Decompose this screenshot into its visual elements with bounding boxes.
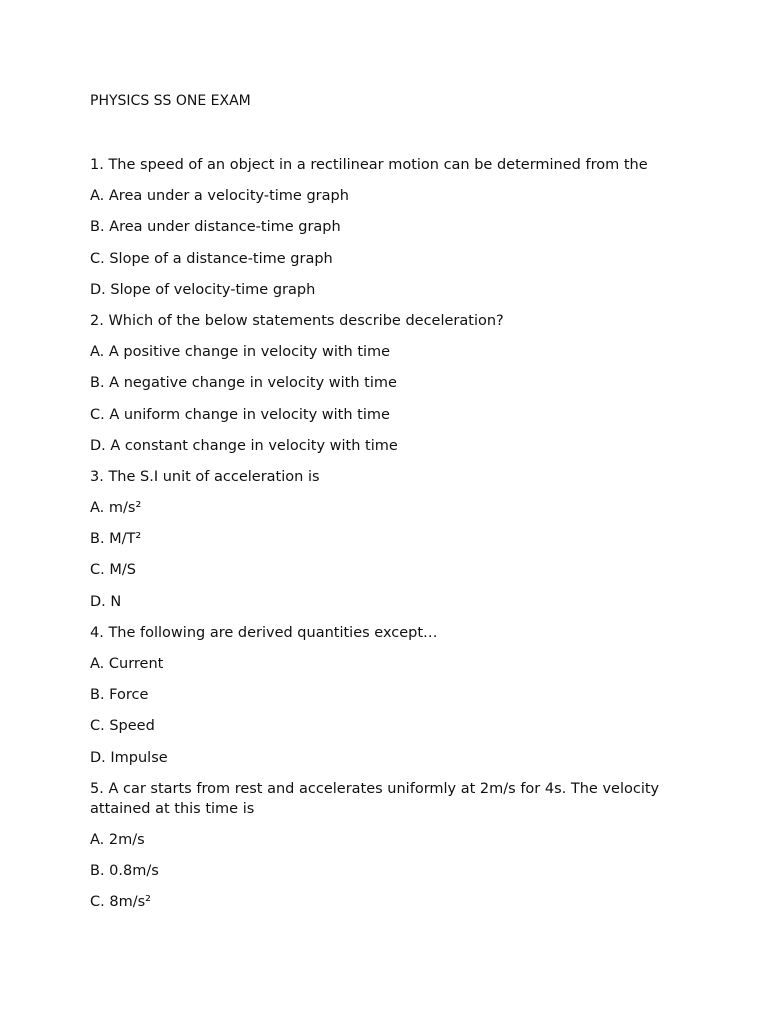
question-5-option-b: B. 0.8m/s bbox=[90, 863, 159, 880]
question-2-option-d: D. A constant change in velocity with time bbox=[90, 437, 398, 454]
question-4-option-d: D. Impulse bbox=[90, 749, 168, 766]
question-3: 3. The S.I unit of acceleration is bbox=[90, 468, 320, 485]
question-1-option-b: B. Area under distance-time graph bbox=[90, 219, 341, 236]
question-4-option-a: A. Current bbox=[90, 656, 164, 672]
question-2-option-b: B. A negative change in velocity with time bbox=[90, 375, 397, 392]
question-3-option-b: B. M/T² bbox=[90, 531, 142, 548]
question-3-option-a: A. m/s² bbox=[90, 500, 142, 517]
question-5-option-c: C. 8m/s² bbox=[90, 894, 151, 911]
question-2-option-c: C. A uniform change in velocity with time bbox=[90, 406, 390, 423]
question-3-option-c: C. M/S bbox=[90, 562, 136, 579]
question-1-option-c: C. Slope of a distance-time graph bbox=[90, 250, 333, 267]
document-title: PHYSICS SS ONE EXAM bbox=[90, 93, 251, 109]
question-4: 4. The following are derived quantities except… bbox=[90, 624, 438, 641]
question-1-option-d: D. Slope of velocity-time graph bbox=[90, 281, 316, 298]
document-page bbox=[90, 92, 690, 924]
question-1-option-a: A. Area under a velocity-time graph bbox=[90, 188, 349, 205]
question-4-option-c: C. Speed bbox=[90, 718, 155, 735]
question-3-option-d: D. N bbox=[90, 593, 122, 610]
question-5: 5. A car starts from rest and accelerates uniformly at 2m/s for 4s. The velocity attained at this time is bbox=[90, 780, 660, 817]
question-4-option-b: B. Force bbox=[90, 687, 149, 704]
question-2-option-a: A. A positive change in velocity with time bbox=[90, 344, 391, 361]
question-1: 1. The speed of an object in a rectilinear motion can be determined from the bbox=[90, 157, 648, 173]
question-2: 2. Which of the below statements describe deceleration? bbox=[90, 312, 504, 329]
question-5-option-a: A. 2m/s bbox=[90, 831, 145, 848]
